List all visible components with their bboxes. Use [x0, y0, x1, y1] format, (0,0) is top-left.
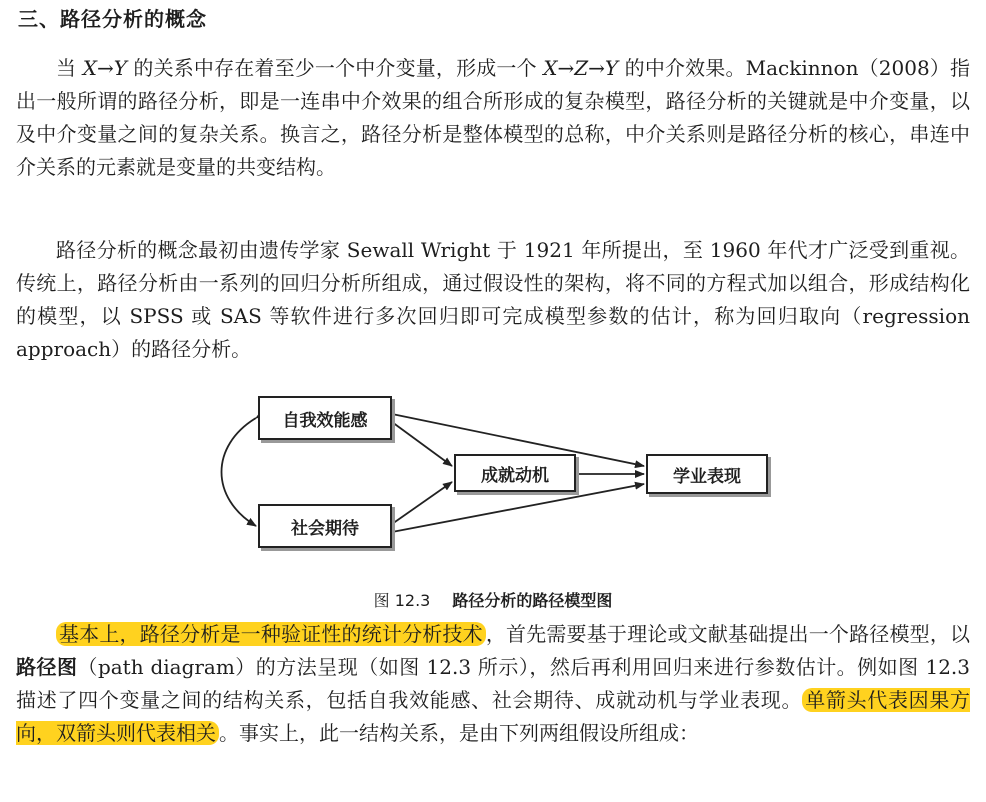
p1-text-1: 当 [56, 56, 83, 80]
node-achievement-motivation: 成就动机 [454, 454, 576, 492]
section-title: 三、路径分析的概念 [18, 7, 207, 31]
p1-var-xzy: X→Z→Y [543, 56, 619, 80]
highlight-confirmatory: 基本上，路径分析是一种验证性的统计分析技术 [56, 622, 486, 646]
p3-text-2: （path diagram）的方法呈现（如图 12.3 所示），然后再利用回归来进行参数估计。例如图 12.3 描述了四个变量之间的结构关系，包括自我效能感、社会期待、成就动机与学业表现。 [16, 655, 971, 712]
paragraph-path-diagram [16, 618, 970, 750]
p3-text-3: 。事实上，此一结构关系，是由下列两组假设所组成： [219, 721, 699, 745]
p1-text-3: 的中介效果。Mackinnon（2008）指出一般所谓的路径分析，即是一连串中介效果的组合所形成的复杂模型，路径分析的关键就是中介变量，以及中介变量之间的复杂关系。换言之，路径分析是整体模型的总称，中介关系则是路径分析的核心，串连中介关系的元素就是变量的共变结构。 [16, 56, 971, 179]
node-social-expectation: 社会期待 [258, 504, 392, 548]
figure-caption [0, 588, 986, 611]
paragraph-history: 路径分析的概念最初由遗传学家 Sewall Wright 于 1921 年所提出，至 1960 年代才广泛受到重视。传统上，路径分析由一系列的回归分析所组成，通过假设性的架构，将不同的方程式加以组合，形成结构化的模型，以 SPSS 或 SAS 等软件进行多次回归即可完成模型参数的估计，称为回归取向（regression approach）的路径分析。 [16, 238, 970, 361]
paragraph-mediation [16, 52, 970, 184]
arrow-self-to-motive [392, 422, 452, 466]
arrow-social-to-motive [392, 482, 452, 524]
term-path-diagram: 路径图 [16, 655, 78, 679]
node-self-efficacy: 自我效能感 [258, 396, 392, 440]
p3-text-1: ，首先需要基于理论或文献基础提出一个路径模型，以 [485, 622, 971, 646]
p1-var-xy: X→Y [82, 56, 127, 80]
node-academic-performance: 学业表现 [646, 454, 768, 494]
figure-title: 路径分析的路径模型图 [452, 591, 613, 610]
highlight-arrow-meaning: 单箭头代表因果方向，双箭头则代表相关 [16, 688, 971, 745]
p1-text-2: 的关系中存在着至少一个中介变量，形成一个 [126, 56, 544, 80]
correlation-double-arrow [222, 418, 257, 526]
path-model-diagram [210, 386, 790, 566]
figure-number: 图 12.3 [373, 591, 431, 610]
